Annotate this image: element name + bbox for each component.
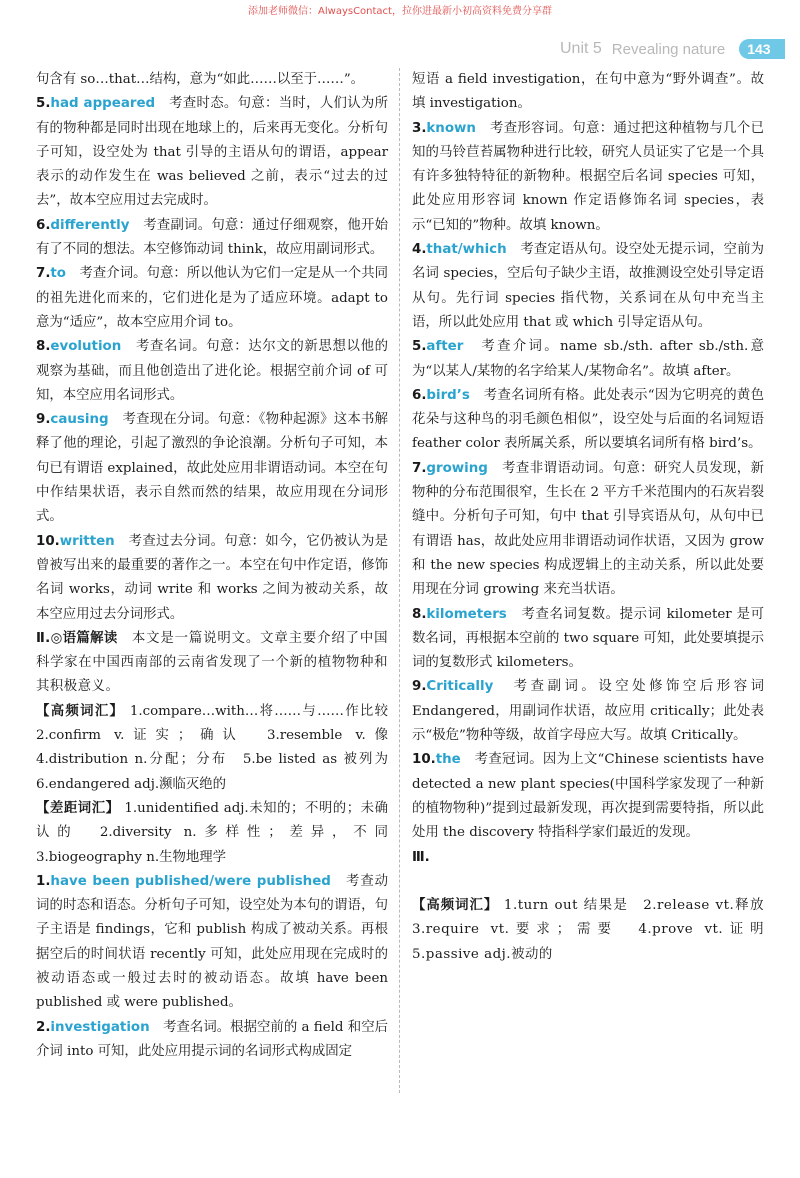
explanation: 考查现在分词。句意：《物种起源》这本书解释了他的理论，引起了激烈的争论浪潮。分析句子可知，本句已有谓语 explained，故此处应用非谓语动词。本空在句中作结果状语，表示自然而然的结果，故应用现在分词形式。 [36,412,388,525]
answer-item: 1.have been published/were published 考查动词的时态和语态。分析句子可知，设空处为本句的谓语，句子主语是 findings，它和 publish 构成了被动关系。再根据空后的时间状语 recently 可知，此处应用现在完成时的被动语态或一般过去时的被动语态。故填 have been published 或 were published。 [36,873,388,1011]
answer-item: 3.known 考查形容词。句意：通过把这种植物与几个已知的马铃苣苔属物种进行比较，研究人员证实了它是一个具有许多独特特征的新物种。根据空后名词 species 可知，此处应用形容词 known 作定语修饰名词 species，表示“已知的”物种。故填 known。 [412,120,764,233]
section-label: 【高频词汇】 [36,703,125,719]
answer-key: known [426,120,476,136]
answer-key: have been published/were published [50,873,331,889]
passage-analysis: Ⅱ.◎语篇解读 本文是一篇说明文。文章主要介绍了中国科学家在中国西南部的云南省发现了一个新的植物物种和其积极意义。 [36,630,388,695]
explanation: 考查名词复数。提示词 kilometer 是可数名词，再根据本空前的 two square 可知，此处要填提示词的复数形式 kilometers。 [412,606,764,671]
answer-key: written [59,533,115,549]
answer-key: causing [50,412,109,428]
explanation: 考查定语从句。设空处无提示词，空前为名词 species，空后句子缺少主语，故推测设空处引导定语从句。先行词 species 指代物，关系词在从句中充当主语，所以此处应用 that 或 which 引导定语从句。 [412,242,764,330]
answer-key: investigation [50,1019,150,1035]
answer-key: that/which [426,242,507,258]
vocab-high-frequency: 【高频词汇】 1.compare…with…将……与……作比较 2.confirm v.证实；确认 3.resemble v.像 4.distribution n.分配；分布 5.be listed as 被列为 6.endangered adj.濒临灭绝的 [36,703,402,792]
explanation: 考查名词所有格。此处表示“因为它明亮的黄色花朵与这种鸟的羽毛颜色相似”，设空处与后面的名词短语 feather color 表所属关系，所以要填名词所有格 bird’s。 [412,387,764,452]
answer-item: 10.the 考查冠词。因为上文“Chinese scientists have detected a new plant species(中国科学家发现了一种新的植物物种)”提到过最新发现，再次提到需要特指，所以此处用 the discovery 特指科学家们最近的发现。 [412,752,764,841]
answer-key: differently [50,217,130,233]
answer-key: evolution [50,339,122,355]
answer-item: 8.kilometers 考查名词复数。提示词 kilometer 是可数名词，再根据本空前的 two square 可知，此处要填提示词的复数形式 kilometers。 [412,606,764,671]
answer-key: Critically [426,679,494,695]
section-label: 【差距词汇】 [36,800,120,816]
answer-item: 10.written 考查过去分词。句意：如今，它仍被认为是曾被写出来的最重要的著作之一。本空在句中作定语，修饰名词 works，动词 write 和 works 之间为被动关系，故本空应用过去分词形式。 [36,533,388,622]
answer-key: the [435,752,461,768]
answer-key: to [50,266,67,282]
answer-item: 5.had appeared 考查时态。句意：当时，人们认为所有的物种都是同时出现在地球上的，后来再无变化。分析句子可知，设空处为 that 引导的主语从句的谓语，appear 表示的动作发生在 was believed 之前，表示“过去的过去”，故本空应用过去完成时。 [36,96,389,209]
answer-key: growing [426,460,488,476]
column-divider [399,68,400,1093]
answer-key: kilometers [426,606,507,622]
left-column [36,68,402,1064]
answer-item: 短语 a field investigation，在句中意为“野外调查”。故填 investigation。 [412,72,764,112]
explanation: 考查非谓语动词。句意：研究人员发现，新物种的分布范围很窄，生长在 2 平方千米范围内的石灰岩裂缝中。分析句子可知，句中 that 引导宾语从句，从句中已有谓语 has，故此处应用非谓语动词作状语，又因为 grow 和 the new species 构成逻辑上的主动关系，所以此处要用现在分词 growing 来充当状语。 [412,460,764,598]
explanation: 考查介词。name sb./sth. after sb./sth.意为“以某人/某物的名字给某人/某物命名”。故填 after。 [412,339,764,379]
explanation: 考查时态。句意：当时，人们认为所有的物种都是同时出现在地球上的，后来再无变化。分析句子可知，设空处为 that 引导的主语从句的谓语，appear 表示的动作发生在 was believed 之前，表示“过去的过去”，故本空应用过去完成时。 [36,96,389,209]
answer-item: 9.causing 考查现在分词。句意：《物种起源》这本书解释了他的理论，引起了激烈的争论浪潮。分析句子可知，本句已有谓语 explained，故此处应用非谓语动词。本空在句中作结果状语，表示自然而然的结果，故应用现在分词形式。 [36,412,388,525]
answer-key: after [426,339,464,355]
explanation: 考查动词的时态和语态。分析句子可知，设空处为本句的谓语，句子主语是 findings，它和 publish 构成了被动关系。再根据空后的时间状语 recently 可知，此处应用现在完成时的被动语态或一般过去时的被动语态。故填 have been published 或 were published。 [36,873,388,1011]
answer-item: Ⅲ. [412,849,430,865]
answer-key: bird’s [426,387,470,403]
watermark-text: 添加老师微信：AlwaysContact，拉你进最新小初高资料免费分享群 [248,6,552,17]
section-heading [412,870,764,894]
explanation: 考查名词。根据空前的 a field 和空后介词 into 可知，此处应用提示词的名词形式构成固定 [36,1019,388,1059]
answer-item: 9.Critically 考查副词。设空处修饰空后形容词 Endangered，用副词作状语，故应用 critically；此处表示“极危”物种等级，故首字母应大写。故填 Critically。 [412,679,764,744]
explanation: 考查副词。设空处修饰空后形容词 Endangered，用副词作状语，故应用 critically；此处表示“极危”物种等级，故首字母应大写。故填 Critically。 [412,679,764,744]
explanation: 考查介词。句意：所以他认为它们一定是从一个共同的祖先进化而来的，它们进化是为了适应环境。adapt to 意为“适应”，故本空应用介词 to。 [36,266,388,330]
page-number-badge: 143 [739,39,784,59]
answer-item: 5.after 考查介词。name sb./sth. after sb./sth.意为“以某人/某物的名字给某人/某物命名”。故填 after。 [412,339,764,379]
vocab-gap: 【差距词汇】 1.unidentified adj.未知的；不明的；未确认的 2.diversity n.多样性；差异，不同 3.biogeography n.生物地理学 [36,800,402,865]
unit-topic: Revealing nature [611,40,726,58]
section-label: ◎语篇解读 [50,630,118,646]
explanation: 考查副词。句意：通过仔细观察，他开始有了不同的想法。本空修饰动词 think，故应用副词形式。 [36,217,388,258]
passage-analysis: 【高频词汇】 1.turn out 结果是 2.release vt.释放 3.require vt.要求；需要 4.prove vt.证明 5.passive adj.被动的 [412,898,778,962]
answer-item: 2.investigation 考查名词。根据空前的 a field 和空后介词 into 可知，此处应用提示词的名词形式构成固定 [36,1019,388,1059]
answer-item: 4.that/which 考查定语从句。设空处无提示词，空前为名词 species，空后句子缺少主语，故推测设空处引导定语从句。先行词 species 指代物，关系词在从句中充当主语，所以此处应用 that 或 which 引导定语从句。 [412,242,764,330]
explanation: 考查名词。句意：达尔文的新思想以他的观察为基础，而且他创造出了进化论。根据空前介词 of 可知，本空应用名词形式。 [36,339,388,403]
answer-key: had appeared [50,96,156,112]
answer-item: 7.to 考查介词。句意：所以他认为它们一定是从一个共同的祖先进化而来的，它们进化是为了适应环境。adapt to 意为“适应”，故本空应用介词 to。 [36,266,388,330]
answer-item: 8.evolution 考查名词。句意：达尔文的新思想以他的观察为基础，而且他创造出了进化论。根据空前介词 of 可知，本空应用名词形式。 [36,339,388,403]
explanation: 考查过去分词。句意：如今，它仍被认为是曾被写出来的最重要的著作之一。本空在句中作定语，修饰名词 works，动词 write 和 works 之间为被动关系，故本空应用过去分词形式。 [36,533,388,622]
explanation: 考查冠词。因为上文“Chinese scientists have detected a new plant species(中国科学家发现了一种新的植物物种)”提到过最新发现，再次提到需要特指，所以此处用 the discovery 特指科学家们最近的发现。 [412,752,764,841]
right-column [412,68,778,967]
explanation: 考查形容词。句意：通过把这种植物与几个已知的马铃苣苔属物种进行比较，研究人员证实了它是一个具有许多独特特征的新物种。根据空后名词 species 可知，此处应用形容词 known 作定语修饰名词 species，表示“已知的”物种。故填 known。 [412,120,764,233]
unit-label: Unit 5 [560,40,602,57]
answer-item: 6.differently 考查副词。句意：通过仔细观察，他开始有了不同的想法。本空修饰动词 think，故应用副词形式。 [36,217,388,258]
answer-item: 7.growing 考查非谓语动词。句意：研究人员发现，新物种的分布范围很窄，生长在 2 平方千米范围内的石灰岩裂缝中。分析句子可知，句中 that 引导宾语从句，从句中已有谓语 has，故此处应用非谓语动词作状语，又因为 grow 和 the new species 构成逻辑上的主动关系，所以此处要用现在分词 growing 来充当状语。 [412,460,764,598]
section-label: 【高频词汇】 [412,898,499,914]
answer-item: 6.bird’s 考查名词所有格。此处表示“因为它明亮的黄色花朵与这种鸟的羽毛颜色相似”，设空处与后面的名词短语 feather color 表所属关系，所以要填名词所有格 bird’s。 [412,387,764,452]
answer-item: 句含有 so…that…结构，意为“如此……以至于……”。 [36,72,365,87]
page-header [560,36,800,62]
